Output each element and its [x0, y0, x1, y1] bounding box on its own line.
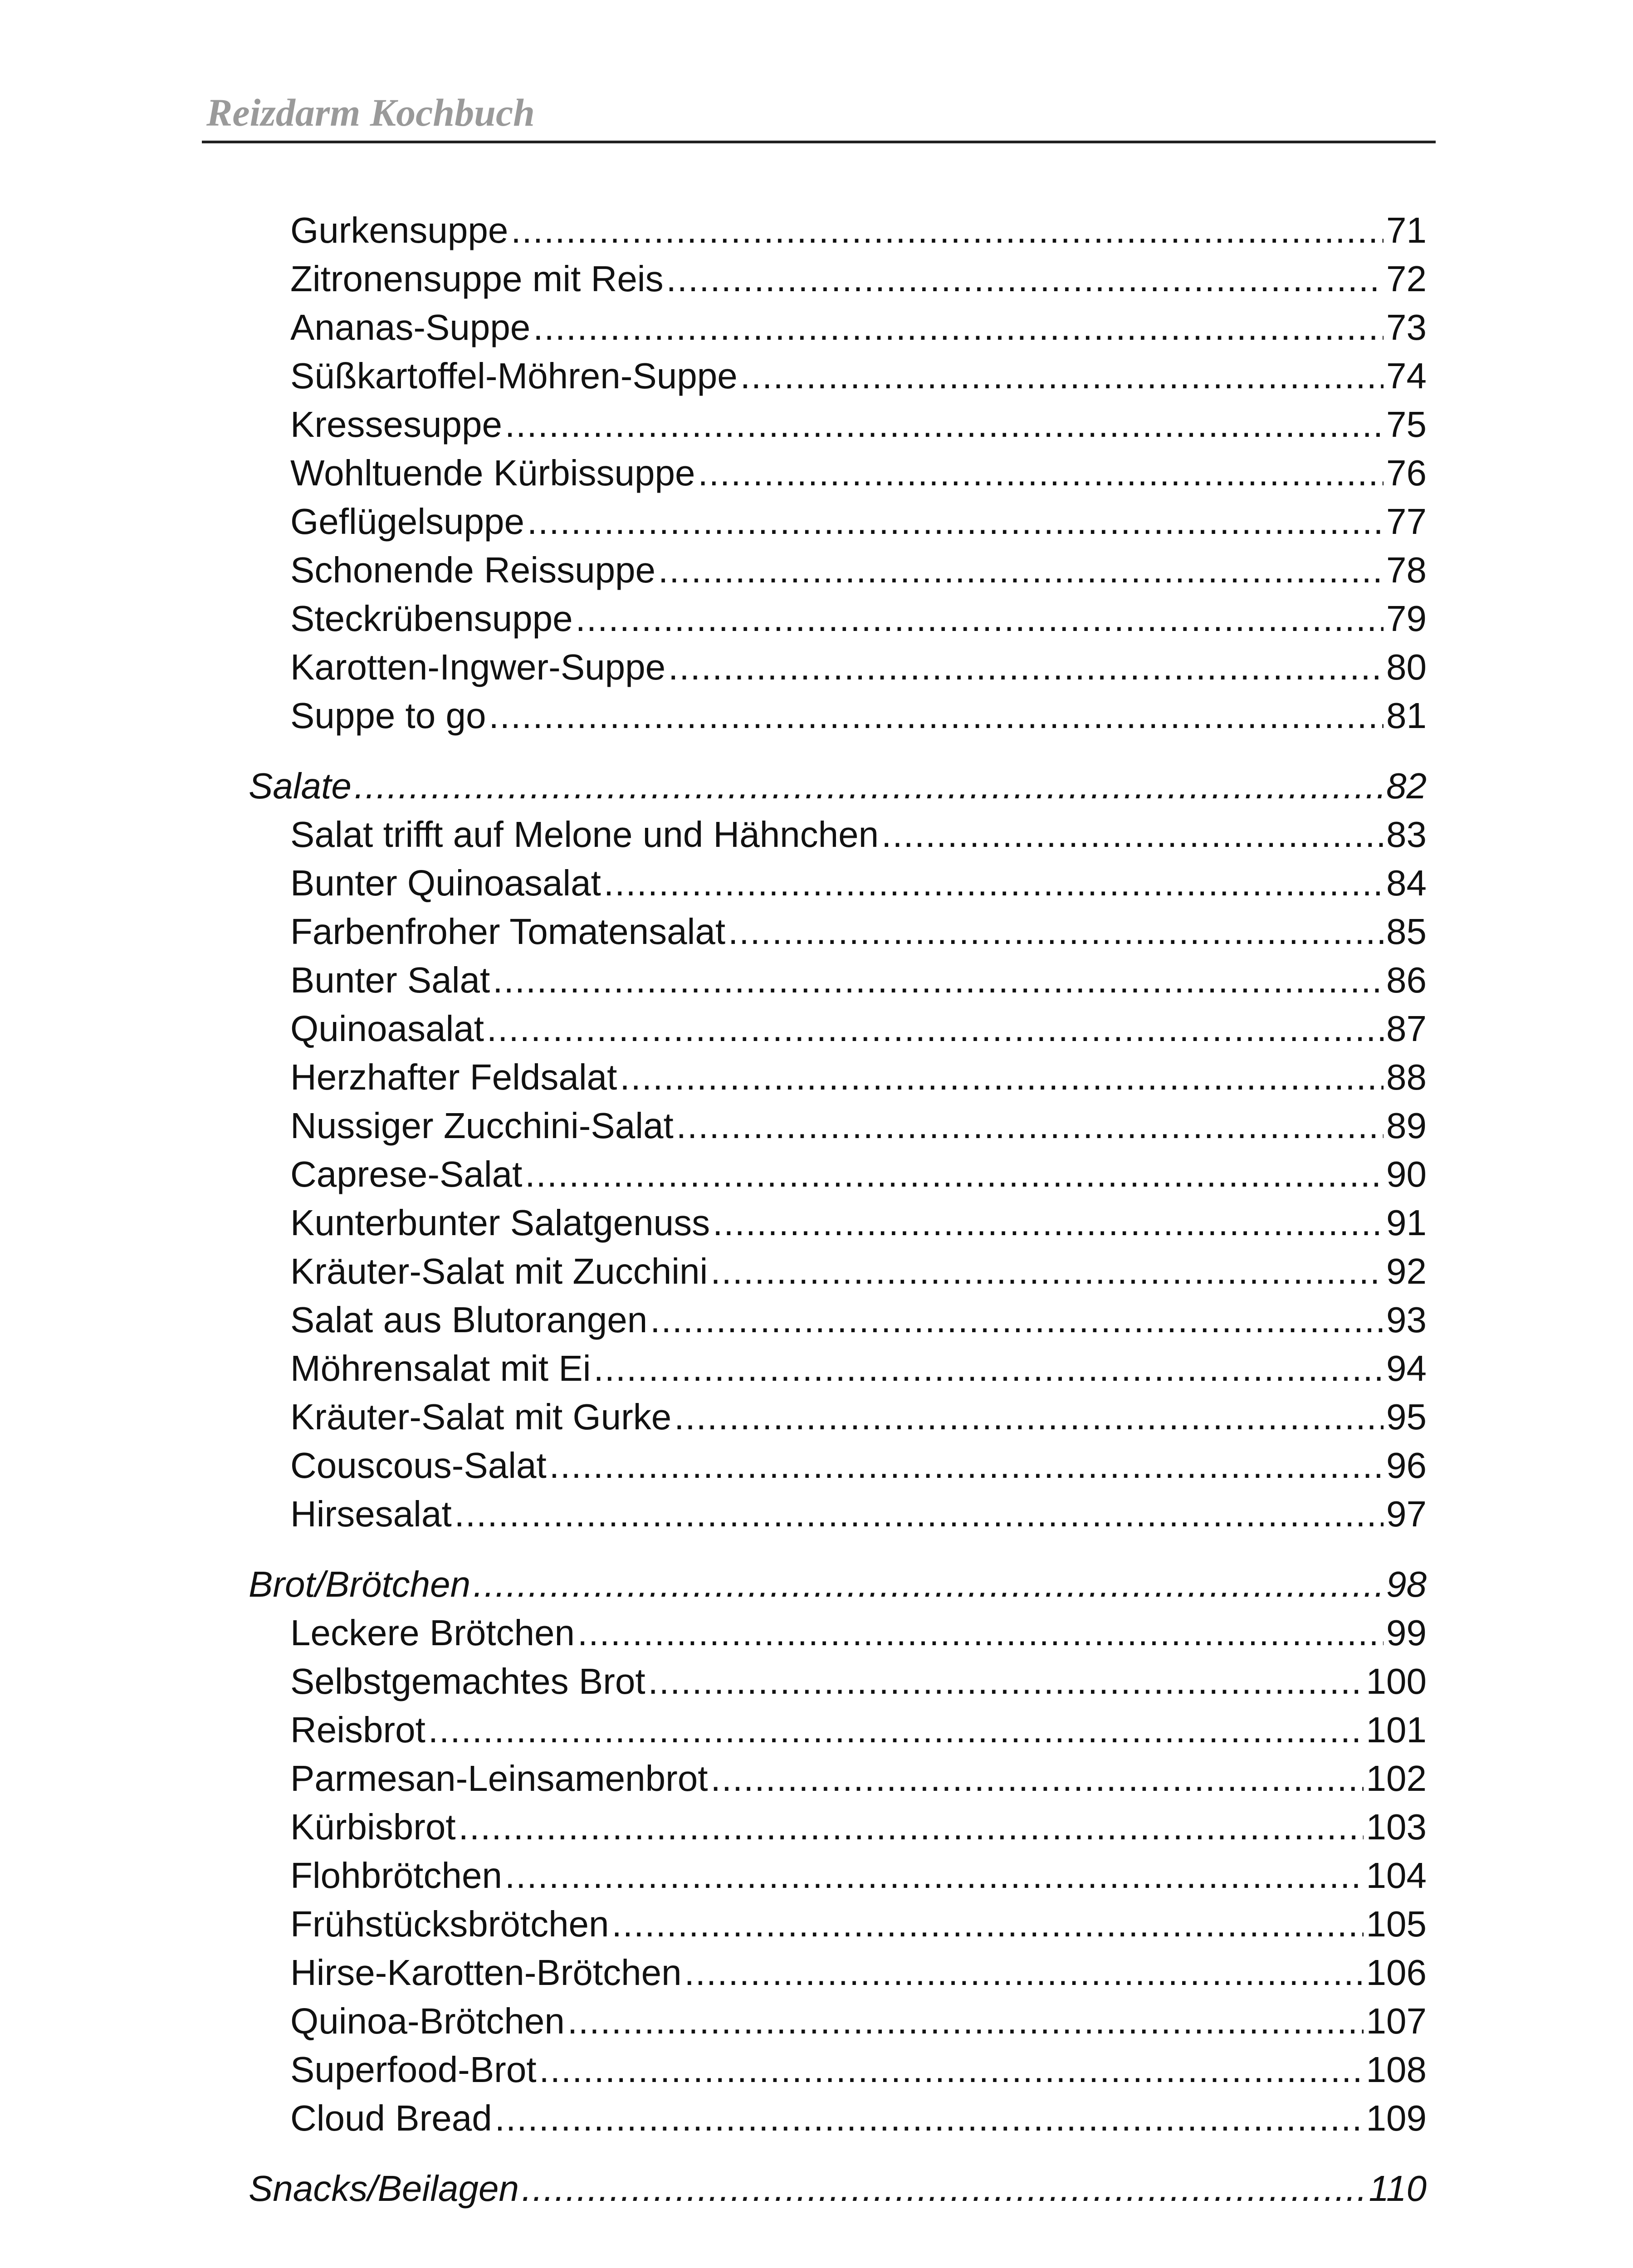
- toc-page-number: 108: [1366, 2049, 1427, 2090]
- toc-dot-leader: [698, 450, 1384, 496]
- toc-entry-title: Möhrensalat mit Ei: [290, 1348, 591, 1388]
- toc-entry-title: Cloud Bread: [290, 2098, 492, 2138]
- toc-entry[interactable]: [290, 860, 1427, 906]
- toc-entry[interactable]: [290, 353, 1427, 399]
- toc-page-number: 92: [1386, 1251, 1427, 1291]
- toc-entry-title: Ananas-Suppe: [290, 307, 531, 347]
- toc-dot-leader: [650, 1297, 1384, 1343]
- toc-entry[interactable]: [290, 645, 1427, 690]
- toc-dot-leader: [505, 402, 1384, 447]
- toc-entry[interactable]: [290, 1659, 1427, 1704]
- toc-entry[interactable]: [290, 499, 1427, 544]
- toc-dot-leader: [493, 958, 1384, 1003]
- toc-section-heading[interactable]: [249, 1562, 1427, 1607]
- toc-page-number: 72: [1386, 259, 1427, 299]
- toc-entry-title: Nussiger Zucchini-Salat: [290, 1105, 674, 1146]
- toc-dot-leader: [567, 1999, 1364, 2044]
- toc-dot-leader: [522, 2166, 1366, 2211]
- toc-entry-title: Hirse-Karotten-Brötchen: [290, 1952, 682, 1993]
- toc-entry[interactable]: [290, 812, 1427, 857]
- toc-entry[interactable]: [290, 1394, 1427, 1440]
- toc-entry-title: Parmesan-Leinsamenbrot: [290, 1758, 708, 1799]
- toc-entry[interactable]: [290, 1950, 1427, 1995]
- toc-entry[interactable]: [290, 402, 1427, 447]
- toc-dot-leader: [576, 596, 1384, 641]
- toc-page-number: 95: [1386, 1397, 1427, 1437]
- toc-dot-leader: [658, 547, 1384, 593]
- toc-page-number: 88: [1386, 1057, 1427, 1097]
- toc-entry-title: Salat trifft auf Melone und Hähnchen: [290, 814, 879, 855]
- toc-dot-leader: [428, 1707, 1364, 1753]
- toc-page-number: 109: [1366, 2098, 1427, 2138]
- toc-entry-title: Quinoa-Brötchen: [290, 2001, 565, 2041]
- toc-page-number: 103: [1366, 1807, 1427, 1847]
- toc-entry[interactable]: [290, 547, 1427, 593]
- toc-page-number: 110: [1369, 2168, 1427, 2209]
- toc-dot-leader: [489, 693, 1384, 738]
- toc-page-number: 82: [1386, 766, 1427, 806]
- toc-entry-title: Flohbrötchen: [290, 1855, 502, 1896]
- toc-entry[interactable]: [290, 1853, 1427, 1898]
- toc-entry-title: Caprese-Salat: [290, 1154, 523, 1194]
- toc-page-number: 106: [1366, 1952, 1427, 1993]
- toc-dot-leader: [459, 1804, 1364, 1850]
- toc-dot-leader: [473, 1562, 1384, 1607]
- running-title: Reizdarm Kochbuch: [206, 91, 535, 134]
- toc-page-number: 85: [1386, 911, 1427, 952]
- toc-dot-leader: [511, 208, 1384, 253]
- toc-entry-title: Superfood-Brot: [290, 2049, 537, 2090]
- toc-dot-leader: [612, 1901, 1364, 1947]
- toc-page-number: 80: [1386, 647, 1427, 687]
- toc-page-number: 90: [1386, 1154, 1427, 1194]
- toc-dot-leader: [710, 1249, 1384, 1294]
- toc-entry[interactable]: [290, 2096, 1427, 2141]
- toc-dot-leader: [881, 812, 1384, 857]
- toc-section-heading[interactable]: [249, 763, 1427, 809]
- toc-page-number: 93: [1386, 1300, 1427, 1340]
- toc-entry[interactable]: [290, 1006, 1427, 1051]
- toc-dot-leader: [674, 1394, 1384, 1440]
- toc-entry-title: Couscous-Salat: [290, 1445, 547, 1486]
- toc-entry-title: Gurkensuppe: [290, 210, 508, 250]
- toc-entry[interactable]: [290, 1103, 1427, 1149]
- toc-dot-leader: [620, 1055, 1384, 1100]
- toc-page-number: 78: [1386, 550, 1427, 590]
- toc-page-number: 94: [1386, 1348, 1427, 1388]
- toc-page-number: 86: [1386, 960, 1427, 1000]
- toc-dot-leader: [539, 2047, 1364, 2092]
- toc-entry[interactable]: [290, 1491, 1427, 1537]
- toc-entry[interactable]: [290, 256, 1427, 302]
- toc-entry-title: Salat aus Blutorangen: [290, 1300, 648, 1340]
- toc-dot-leader: [740, 353, 1384, 399]
- toc-dot-leader: [487, 1006, 1384, 1051]
- toc-dot-leader: [354, 763, 1384, 809]
- toc-dot-leader: [577, 1610, 1384, 1656]
- toc-page-number: 75: [1386, 404, 1427, 445]
- toc-page-number: 98: [1386, 1564, 1427, 1604]
- toc-entry-title: Wohltuende Kürbissuppe: [290, 453, 695, 493]
- toc-page-number: 101: [1366, 1710, 1427, 1750]
- toc-entry[interactable]: [290, 450, 1427, 496]
- toc-dot-leader: [527, 499, 1384, 544]
- toc-entry[interactable]: [290, 1055, 1427, 1100]
- toc-entry[interactable]: [290, 958, 1427, 1003]
- toc-dot-leader: [676, 1103, 1384, 1149]
- toc-entry-title: Quinoasalat: [290, 1008, 484, 1049]
- toc-dot-leader: [666, 256, 1384, 302]
- toc-entry-title: Hirsesalat: [290, 1494, 452, 1534]
- toc-entry[interactable]: [290, 1200, 1427, 1246]
- toc-dot-leader: [684, 1950, 1364, 1995]
- toc-page-number: 87: [1386, 1008, 1427, 1049]
- toc-entry[interactable]: [290, 1249, 1427, 1294]
- toc-entry-title: Zitronensuppe mit Reis: [290, 259, 664, 299]
- toc-dot-leader: [604, 860, 1384, 906]
- toc-page-number: 77: [1386, 501, 1427, 542]
- toc-entry[interactable]: [290, 693, 1427, 738]
- toc-entry[interactable]: [290, 2047, 1427, 2092]
- toc-page-number: 79: [1386, 598, 1427, 639]
- toc-entry-title: Kunterbunter Salatgenuss: [290, 1202, 710, 1243]
- toc-entry-title: Kräuter-Salat mit Gurke: [290, 1397, 672, 1437]
- toc-entry-title: Kräuter-Salat mit Zucchini: [290, 1251, 708, 1291]
- toc-entry-title: Geflügelsuppe: [290, 501, 524, 542]
- toc-entry[interactable]: [290, 208, 1427, 253]
- toc-section-title: Brot/Brötchen: [249, 1564, 471, 1604]
- toc-page-number: 91: [1386, 1202, 1427, 1243]
- toc-page-number: 89: [1386, 1105, 1427, 1146]
- toc-dot-leader: [668, 645, 1384, 690]
- toc-page-number: 105: [1366, 1904, 1427, 1944]
- toc-dot-leader: [525, 1152, 1384, 1197]
- toc-entry-title: Kürbisbrot: [290, 1807, 456, 1847]
- toc-dot-leader: [455, 1491, 1384, 1537]
- toc-page-number: 99: [1386, 1613, 1427, 1653]
- toc-entry-title: Selbstgemachtes Brot: [290, 1661, 645, 1701]
- toc-entry[interactable]: [290, 1346, 1427, 1391]
- toc-page-number: 74: [1386, 356, 1427, 396]
- toc-entry[interactable]: [290, 1804, 1427, 1850]
- toc-entry[interactable]: [290, 596, 1427, 641]
- toc-page-number: 81: [1386, 695, 1427, 736]
- toc-entry[interactable]: [290, 1443, 1427, 1488]
- toc-page-number: 102: [1366, 1758, 1427, 1799]
- toc-dot-leader: [505, 1853, 1364, 1898]
- toc-dot-leader: [495, 2096, 1364, 2141]
- toc-page-number: 76: [1386, 453, 1427, 493]
- toc-entry-title: Frühstücksbrötchen: [290, 1904, 609, 1944]
- toc-dot-leader: [713, 1200, 1384, 1246]
- toc-dot-leader: [549, 1443, 1384, 1488]
- toc-entry-title: Reisbrot: [290, 1710, 425, 1750]
- toc-entry-title: Schonende Reissuppe: [290, 550, 656, 590]
- toc-entry-title: Bunter Quinoasalat: [290, 863, 601, 903]
- toc-page-number: 96: [1386, 1445, 1427, 1486]
- toc-page-number: 104: [1366, 1855, 1427, 1896]
- toc-entry[interactable]: [290, 1999, 1427, 2044]
- toc-dot-leader: [648, 1659, 1364, 1704]
- toc-entry[interactable]: [290, 1707, 1427, 1753]
- toc-dot-leader: [533, 305, 1384, 350]
- toc-dot-leader: [728, 909, 1384, 954]
- toc-dot-leader: [710, 1756, 1363, 1801]
- toc-page-number: 97: [1386, 1494, 1427, 1534]
- toc-entry[interactable]: [290, 1610, 1427, 1656]
- toc-dot-leader: [593, 1346, 1384, 1391]
- toc-entry[interactable]: [290, 1756, 1427, 1801]
- toc-entry[interactable]: [290, 1152, 1427, 1197]
- toc-section-title: Snacks/Beilagen: [249, 2168, 519, 2209]
- toc-entry-title: Steckrübensuppe: [290, 598, 573, 639]
- toc-section-heading[interactable]: [249, 2166, 1427, 2211]
- toc-entry-title: Herzhafter Feldsalat: [290, 1057, 617, 1097]
- toc-entry-title: Süßkartoffel-Möhren-Suppe: [290, 356, 738, 396]
- toc-page-number: 84: [1386, 863, 1427, 903]
- toc-entry-title: Bunter Salat: [290, 960, 490, 1000]
- toc-entry-title: Suppe to go: [290, 695, 486, 736]
- toc-entry-title: Kressesuppe: [290, 404, 502, 445]
- toc-page-number: 83: [1386, 814, 1427, 855]
- toc-section-title: Salate: [249, 766, 352, 806]
- toc-entry[interactable]: [290, 1901, 1427, 1947]
- toc-entry[interactable]: [290, 305, 1427, 350]
- toc-page-number: 107: [1366, 2001, 1427, 2041]
- toc-entry[interactable]: [290, 909, 1427, 954]
- toc-entry-title: Karotten-Ingwer-Suppe: [290, 647, 666, 687]
- toc-page-number: 100: [1366, 1661, 1427, 1701]
- toc-entry-title: Farbenfroher Tomatensalat: [290, 911, 726, 952]
- toc-page-number: 73: [1386, 307, 1427, 347]
- toc-entry[interactable]: [290, 1297, 1427, 1343]
- toc-entry-title: Leckere Brötchen: [290, 1613, 575, 1653]
- toc-page-number: 71: [1386, 210, 1427, 250]
